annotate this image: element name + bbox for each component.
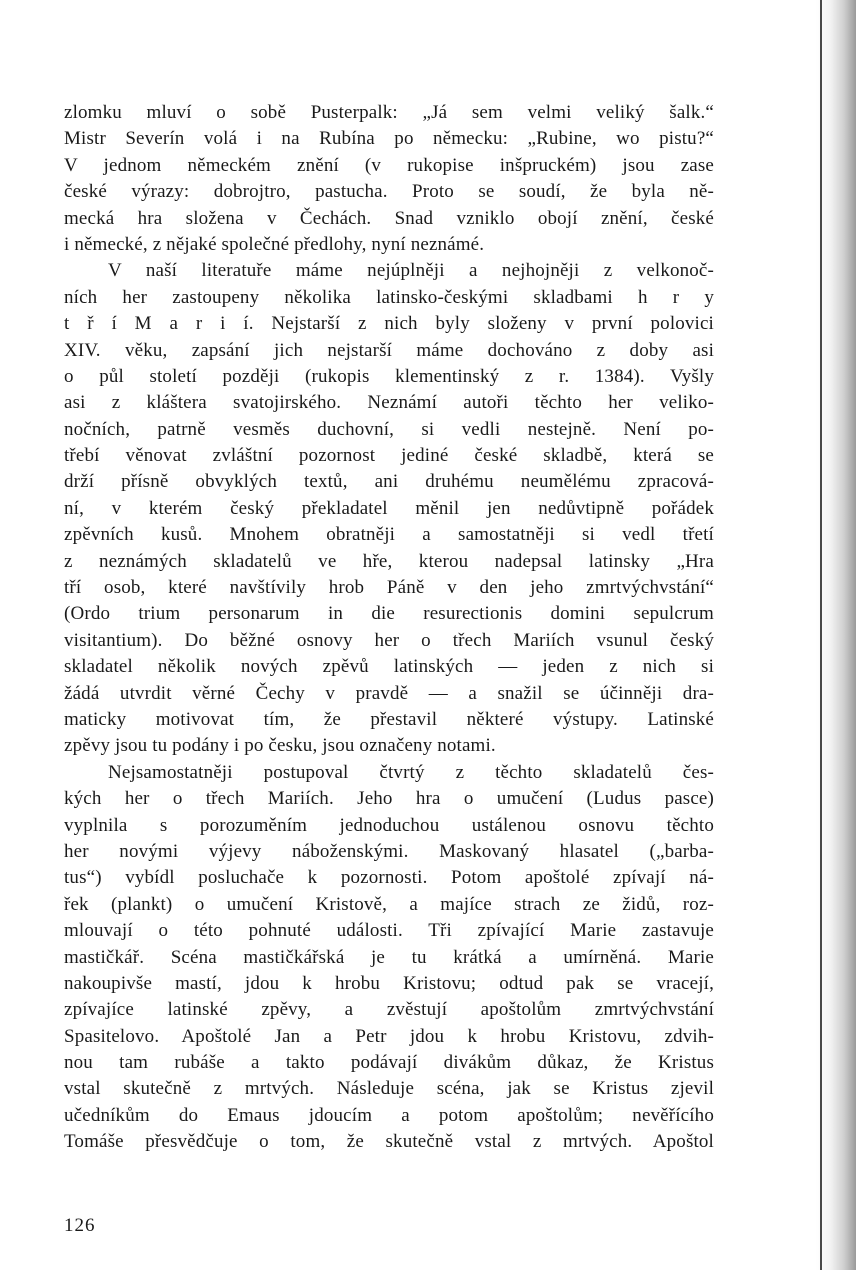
text-line: t ř í M a r i í. Nejstarší z nich byly složeny v první polovici xyxy=(64,313,714,335)
text-line: žádá utvrdit věrné Čechy v pravdě — a snažil se účinněji dra- xyxy=(64,682,714,704)
text-line: řek (plankt) o umučení Kristově, a majíce strach ze židů, roz- xyxy=(64,893,714,915)
text-line: (Ordo trium personarum in die resurectionis domini sepulcrum xyxy=(64,603,714,625)
text-line: XIV. věku, zapsání jich nejstarší máme dochováno z doby asi xyxy=(64,339,714,361)
text-line: mlouvají o této pohnuté události. Tři zpívající Marie zastavuje xyxy=(64,920,714,942)
text-line: mecká hra složena v Čechách. Snad vzniklo obojí znění, české xyxy=(64,207,714,229)
book-spine-shadow xyxy=(816,0,856,1270)
text-line: asi z kláštera svatojirského. Neznámí autoři těchto her veliko- xyxy=(64,392,714,414)
text-line: Mistr Severín volá i na Rubína po německu: „Rubine, wo pistu?“ xyxy=(64,128,714,150)
page-edge-line xyxy=(820,0,822,1270)
text-line: vyplnila s porozuměním jednoduchou ustálenou osnovu těchto xyxy=(64,814,714,836)
text-line: tus“) vybídl posluchače k pozornosti. Potom apoštolé zpívají ná- xyxy=(64,867,714,889)
text-line: tří osob, které navštívily hrob Páně v den jeho zmrtvýchvstání“ xyxy=(64,577,714,599)
text-line: maticky motivovat tím, že přestavil některé výstupy. Latinské xyxy=(64,708,714,730)
text-line: Spasitelovo. Apoštolé Jan a Petr jdou k hrobu Kristovu, zdvih- xyxy=(64,1025,714,1047)
text-line: Nejsamostatněji postupoval čtvrtý z těchto skladatelů čes- xyxy=(108,761,714,783)
text-line: Tomáše přesvědčuje o tom, že skutečně vstal z mrtvých. Apoštol xyxy=(64,1131,714,1153)
text-line: ní, v kterém český překladatel měnil jen nedůvtipně pořádek xyxy=(64,497,714,519)
text-line: vstal skutečně z mrtvých. Následuje scéna, jak se Kristus zjevil xyxy=(64,1078,714,1100)
text-line: drží přísně obvyklých textů, ani druhému neumělému zpracová- xyxy=(64,471,714,493)
text-line: zlomku mluví o sobě Pusterpalk: „Já sem velmi veliký šalk.“ xyxy=(64,102,714,123)
text-line: nočních, patrně vesměs duchovní, si vedli nestejně. Není po- xyxy=(64,418,714,440)
text-line: české výrazy: dobrojtro, pastucha. Proto se soudí, že byla ně- xyxy=(64,181,714,203)
text-line: nou tam rubáše a takto podávají divákům důkaz, že Kristus xyxy=(64,1052,714,1074)
text-line: skladatel několik nových zpěvů latinských — jeden z nich si xyxy=(64,656,714,678)
text-line: třebí věnovat zvláštní pozornost jediné české skladbě, která se xyxy=(64,445,714,467)
text-line: zpívajíce latinské zpěvy, a zvěstují apoštolům zmrtvýchvstání xyxy=(64,999,714,1021)
text-line: her novými výjevy náboženskými. Maskovaný hlasatel („barba- xyxy=(64,840,714,862)
text-line: zpěvy jsou tu podány i po česku, jsou označeny notami. xyxy=(64,735,496,757)
text-line: učedníkům do Emaus jdoucím a potom apoštolům; nevěřícího xyxy=(64,1104,714,1126)
text-line: o půl století později (rukopis klementinský z r. 1384). Vyšly xyxy=(64,365,714,387)
text-line: kých her o třech Mariích. Jeho hra o umučení (Ludus pasce) xyxy=(64,788,714,810)
page-number: 126 xyxy=(64,1215,96,1236)
text-line: visitantium). Do běžné osnovy her o třech Mariích vsunul český xyxy=(64,629,714,651)
text-line: V jednom německém znění (v rukopise inšpruckém) jsou zase xyxy=(64,154,714,176)
text-line: z neznámých skladatelů ve hře, kterou nadepsal latinsky „Hra xyxy=(64,550,714,572)
text-line: nakoupivše mastí, jdou k hrobu Kristovu; odtud pak se vracejí, xyxy=(64,972,714,994)
text-line: zpěvních kusů. Mnohem obratněji a samostatněji si vedl třetí xyxy=(64,524,714,546)
text-line: i německé, z nějaké společné předlohy, nyní neznámé. xyxy=(64,233,485,255)
body-text xyxy=(64,100,714,1156)
text-line: ních her zastoupeny několika latinsko-českými skladbami h r y xyxy=(64,286,714,308)
text-line: mastičkář. Scéna mastičkářská je tu krátká a umírněná. Marie xyxy=(64,946,714,968)
text-line: V naší literatuře máme nejúplněji a nejhojněji z velkonoč- xyxy=(108,260,714,282)
